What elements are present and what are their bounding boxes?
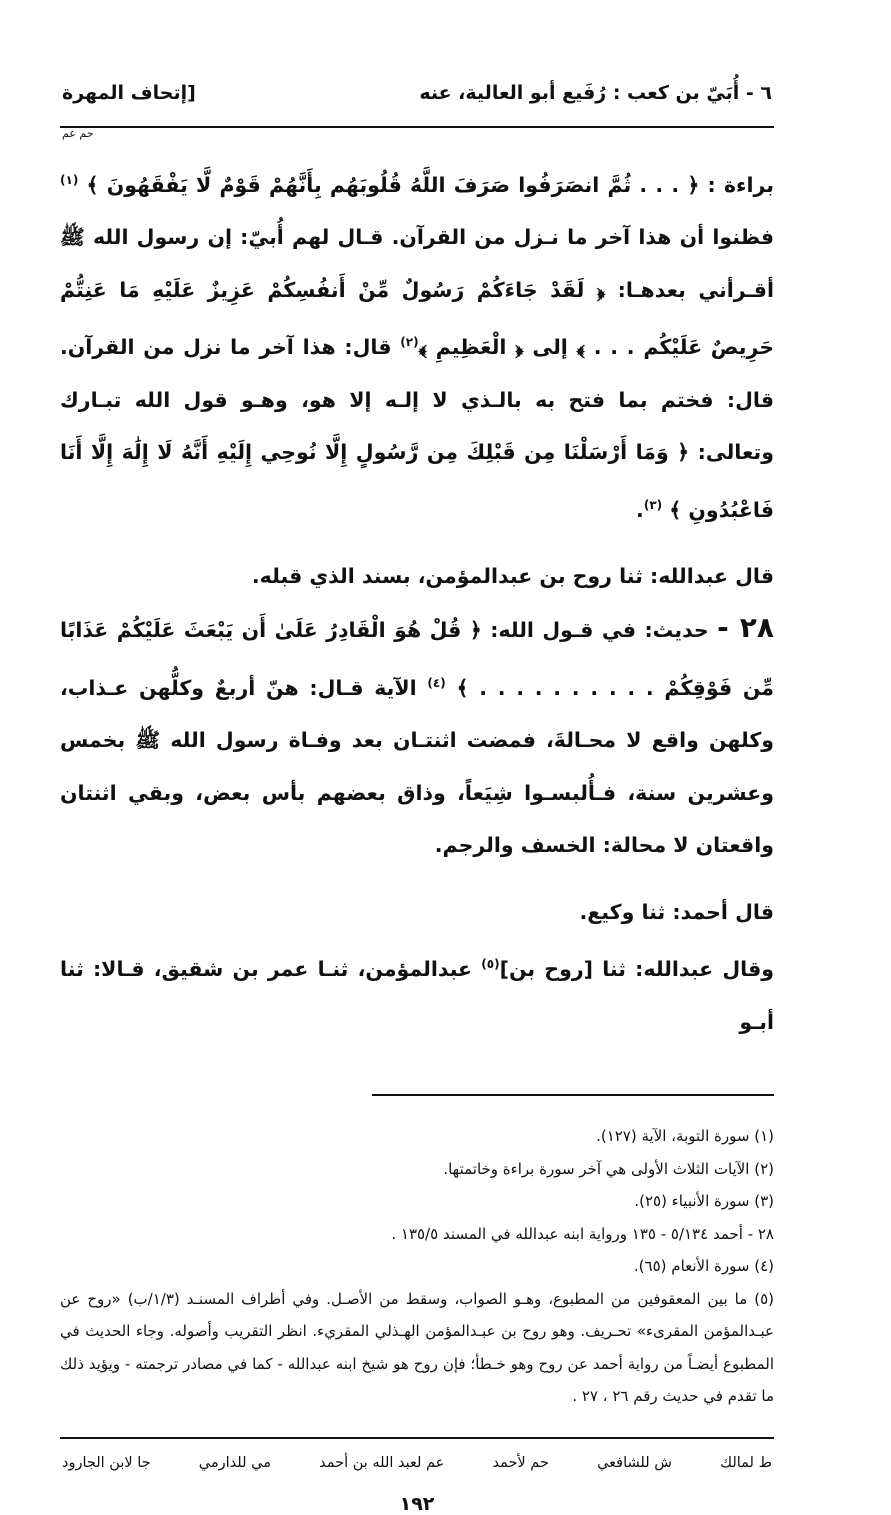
paragraph-3: قال أحمد: ثنا وكيع. xyxy=(579,899,774,924)
text-segment: الآية قـال: هنّ أربعٌ وكلُّهن عـذاب، وكلهن واقع لا محـالةَ، فمضت اثنتـان بعد وفـاة رسول الله ﷺ بخمس وعشرين سنة، فـأُلبسـوا شِيَعاً، وذاق بعضهم بأس بعض، وبقي اثنتان واقعتان لا محالة: الخسف والرجم. xyxy=(60,675,774,858)
text-segment: وقال عبدالله: ثنا [روح بن] xyxy=(499,957,774,982)
header-book-title: [إتحاف المهرة xyxy=(62,82,196,104)
footnote-ref: (٤) xyxy=(427,675,446,690)
footnote-4: (٤) سورة الأنعام (٦٥). xyxy=(633,1257,774,1276)
paragraph-1 xyxy=(60,154,774,536)
paragraph-4 xyxy=(60,938,774,1048)
source-sigla: حم عم xyxy=(62,127,94,140)
abbrev-ahmad: حم لأحمد xyxy=(492,1454,549,1471)
page-number: ١٩٢ xyxy=(399,1492,435,1515)
abbrev-shafii: ش للشافعي xyxy=(597,1454,672,1471)
footnote-5: (٥) ما بين المعقوفين من المطبوع، وهـو الصواب، وسقط من الأصـل. وفي أطراف المسنـد (١/٣/ب) «روح عن عبـدالمؤمن المقرىء» تحـريف. وهو روح بن عبـدالمؤمن الهـذلي المقريء. انظر التقريب وأصوله. وجاء الحديث في المطبوع أيضـاً من رواية أحمد عن روح وهو خـطأ؛ فإن روح هو شيخ ابنه عبدالله - كما في مصادر ترجمته - ويؤيد ذلك ما تقدم في حديث رقم ٢٦ ، ٢٧ . xyxy=(60,1289,774,1406)
footnote-ref: (٣) xyxy=(643,497,663,512)
footnote-2: (٢) الآيات الثلاث الأولى هي آخر سورة براءة وخاتمتها. xyxy=(443,1159,774,1178)
abbrev-ibn-jarud: جا لابن الجارود xyxy=(62,1454,151,1471)
header-chapter-title: ٦ - أُبَيّ بن كعب : رُفَيع أبو العالية، عنه xyxy=(419,82,772,104)
text-segment: عبدالمؤمن، ثنـا عمر بن شقيق، قـالا: ثنا أبـو xyxy=(60,957,774,1034)
footnote-1: (١) سورة التوبة، الآية (١٢٧). xyxy=(596,1127,774,1146)
hadith-label: حديث: xyxy=(644,618,709,643)
hadith-number: ٢٨ - xyxy=(717,611,774,645)
abbreviations-rule xyxy=(60,1437,774,1439)
footnote-ref: (٢) xyxy=(400,335,419,350)
abbrev-malik: ط لمالك xyxy=(720,1454,772,1471)
main-text xyxy=(60,127,775,1048)
footnote-3: (٣) سورة الأنبياء (٢٥). xyxy=(634,1192,774,1211)
text-segment: في قـول الله: ﴿ قُلْ هُوَ الْقَادِرُ عَلَىٰ أَن يَبْعَثَ عَلَيْكُمْ عَذَابًا مِّن فَوْقِكُمْ . . . . . . . . . . ﴾ xyxy=(60,618,774,700)
footnote-separator xyxy=(372,1094,774,1096)
paragraph-2: قال عبدالله: ثنا روح بن عبدالمؤمن، بسند الذي قبله. xyxy=(251,563,774,588)
footnote-ref: (٥) xyxy=(481,957,500,972)
footnote-hadith-28: ٢٨ - أحمد ٥/١٣٤ - ١٣٥ ورواية ابنه عبدالله في المسند ١٣٥/٥ . xyxy=(391,1224,774,1243)
header-rule xyxy=(60,126,774,128)
abbreviations-key xyxy=(60,1455,774,1471)
footnote-ref: (١) xyxy=(60,173,79,187)
book-page xyxy=(60,82,774,1515)
text-segment: . xyxy=(636,497,644,522)
abbrev-darimi: مي للدارمي xyxy=(198,1454,271,1471)
text-segment: براءة : ﴿ . . . ثُمَّ انصَرَفُوا صَرَفَ اللَّهُ قُلُوبَهُم بِأَنَّهُمْ قَوْمٌ لَّا يَفْقَهُونَ ﴾ xyxy=(86,172,775,197)
text-segment: قال: هذا آخر ما نزل من القرآن. قال: فختم بما فتح به بالـذي لا إلـه إلا هو، وهـو قول الله تبـارك وتعالى: ﴿ وَمَا أَرْسَلْنَا مِن قَبْلِكَ مِن رَّسُولٍ إِلَّا نُوحِي إِلَيْهِ أَنَّهُ لَا إِلَٰهَ إِلَّا أَنَا فَاعْبُدُونِ ﴾ xyxy=(60,335,774,522)
running-header xyxy=(60,82,774,124)
abbrev-abdullah: عم لعبد الله بن أحمد xyxy=(319,1454,445,1471)
footnotes xyxy=(60,1120,774,1413)
text-segment: فظنوا أن هذا آخر ما نـزل من القرآن. قـال لهم أُبيّ: إن رسول الله ﷺ أقـرأني بعدهـا: ﴿ لَقَدْ جَاءَكُمْ رَسُولٌ مِّنْ أَنفُسِكُمْ عَزِيزٌ عَلَيْهِ مَا عَنِتُّمْ حَرِيصٌ عَلَيْكُم . . . ﴾ إلى ﴿ الْعَظِيمِ ﴾ xyxy=(60,225,775,360)
